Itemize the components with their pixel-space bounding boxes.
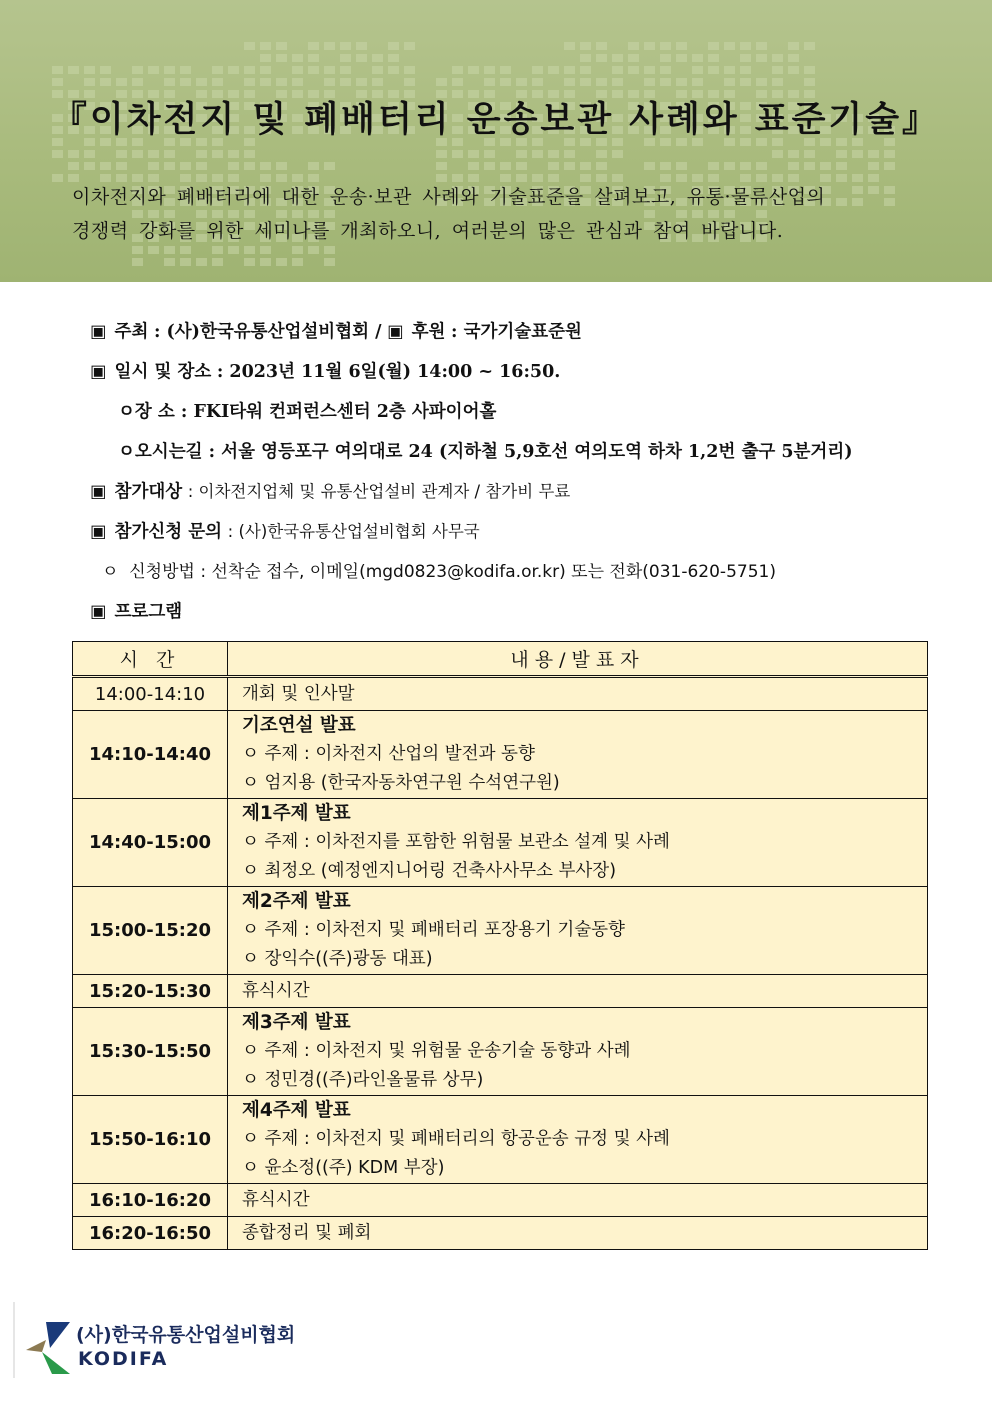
- circle-bullet-icon: ㅇ: [102, 562, 119, 582]
- program-table-body: [73, 677, 928, 1250]
- sponsor-label: 후원: [411, 322, 446, 342]
- intro-line-1: 이차전지와 폐배터리에 대한 운송·보관 사례와 기술표준을 살펴보고, 유통·물류산업의: [72, 186, 826, 208]
- target-row: [90, 472, 950, 512]
- session-title: 기조연설 발표: [242, 715, 356, 736]
- session-speaker-text: 최정오 (예정엔지니어링 건축사사무소 부사장): [264, 861, 617, 881]
- sponsor-value: : 국가기술표준원: [451, 322, 582, 342]
- session-topic-text: 주제 : 이차전지 및 위험물 운송기술 동향과 사례: [264, 1041, 631, 1061]
- datetime-value: : 2023년 11월 6일(월) 14:00 ~ 16:50.: [216, 362, 561, 382]
- event-info: [90, 312, 950, 632]
- circle-bullet-icon: ㅇ: [242, 744, 259, 764]
- table-row: [73, 1008, 928, 1096]
- time-cell: 14:10-14:40: [73, 711, 228, 799]
- square-bullet-icon: ▣: [90, 602, 107, 622]
- table-row: [73, 975, 928, 1008]
- target-value: : 이차전지업체 및 유통산업설비 관계자 / 참가비 무료: [187, 482, 571, 501]
- session-title: 휴식시간: [242, 1189, 310, 1210]
- session-speaker: [242, 1066, 927, 1095]
- session-speaker: [242, 769, 927, 798]
- session-topic: [242, 828, 927, 857]
- circle-bullet-icon: ㅇ: [242, 1129, 259, 1149]
- directions-label: 오시는길: [134, 442, 203, 462]
- kodifa-logo: [12, 1300, 312, 1380]
- circle-bullet-icon: ㅇ: [242, 1158, 259, 1178]
- inquiry-row: [90, 512, 950, 552]
- session-topic: [242, 916, 927, 945]
- table-row: [73, 1096, 928, 1184]
- circle-bullet-icon: ㅇ: [242, 832, 259, 852]
- content-cell: [228, 677, 928, 711]
- time-cell: 16:10-16:20: [73, 1184, 228, 1217]
- datetime-label: 일시 및 장소: [114, 362, 212, 382]
- content-cell: [228, 1008, 928, 1096]
- time-cell: 16:20-16:50: [73, 1217, 228, 1250]
- square-bullet-icon: ▣: [387, 322, 404, 342]
- circle-bullet-icon: ㅇ: [242, 773, 259, 793]
- session-speaker: [242, 945, 927, 974]
- content-cell: [228, 975, 928, 1008]
- page-title: 『이차전지 및 폐배터리 운송보관 사례와 표준기술』: [51, 100, 941, 140]
- time-cell: 14:00-14:10: [73, 677, 228, 711]
- time-cell: 15:50-16:10: [73, 1096, 228, 1184]
- time-cell: 15:20-15:30: [73, 975, 228, 1008]
- intro-line-2: 경쟁력 강화를 위한 세미나를 개최하오니, 여러분의 많은 관심과 참여 바랍니다.: [72, 220, 784, 242]
- circle-bullet-icon: ㅇ: [242, 861, 259, 881]
- program-heading: [90, 592, 950, 632]
- time-cell: 15:00-15:20: [73, 887, 228, 975]
- content-cell: [228, 711, 928, 799]
- directions-row: [90, 432, 950, 472]
- table-row: [73, 1217, 928, 1250]
- header-time: 시 간: [73, 642, 228, 677]
- session-title: 휴식시간: [242, 980, 310, 1001]
- logo-english-name: KODIFA: [78, 1348, 169, 1370]
- session-title: 제4주제 발표: [242, 1100, 351, 1121]
- square-bullet-icon: ▣: [90, 482, 107, 502]
- datetime-row: [90, 352, 950, 392]
- intro-text: [72, 180, 932, 248]
- kodifa-logo-icon: [12, 1300, 76, 1380]
- session-title: 제2주제 발표: [242, 891, 351, 912]
- session-topic-text: 주제 : 이차전지 산업의 발전과 동향: [264, 744, 535, 764]
- header-content: 내용/발표자: [228, 642, 928, 677]
- inquiry-label: 참가신청 문의: [114, 522, 223, 542]
- apply-label: 신청방법: [129, 562, 195, 582]
- session-title: 제3주제 발표: [242, 1012, 351, 1033]
- host-row: [90, 312, 950, 352]
- session-topic-text: 주제 : 이차전지 및 폐배터리의 항공운송 규정 및 사례: [264, 1129, 670, 1149]
- inquiry-value: : (사)한국유통산업설비협회 사무국: [227, 522, 480, 541]
- apply-row: [90, 552, 950, 592]
- session-speaker: [242, 1154, 927, 1183]
- session-speaker-text: 엄지용 (한국자동차연구원 수석연구원): [264, 773, 560, 793]
- square-bullet-icon: ▣: [90, 522, 107, 542]
- host-value: : (사)한국유통산업설비협회 /: [153, 322, 382, 342]
- table-header-row: [73, 642, 928, 677]
- session-speaker: [242, 857, 927, 886]
- content-cell: [228, 1184, 928, 1217]
- logo-korean-name: (사)한국유통산업설비협회: [76, 1324, 296, 1346]
- session-topic-text: 주제 : 이차전지 및 폐배터리 포장용기 기술동향: [264, 920, 625, 940]
- session-topic: [242, 1037, 927, 1066]
- venue-row: [90, 392, 950, 432]
- circle-bullet-icon: ㅇ: [118, 402, 135, 422]
- program-label: 프로그램: [114, 602, 183, 622]
- session-topic: [242, 1125, 927, 1154]
- session-speaker-text: 정민경((주)라인올물류 상무): [264, 1070, 484, 1090]
- program-table: [72, 641, 928, 1250]
- session-speaker-text: 윤소정((주) KDM 부장): [264, 1158, 445, 1178]
- venue-value: : FKI타워 컨퍼런스센터 2층 사파이어홀: [180, 402, 497, 422]
- table-row: [73, 1184, 928, 1217]
- circle-bullet-icon: ㅇ: [242, 1070, 259, 1090]
- circle-bullet-icon: ㅇ: [242, 949, 259, 969]
- time-cell: 14:40-15:00: [73, 799, 228, 887]
- session-topic: [242, 740, 927, 769]
- venue-label: 장 소: [134, 402, 175, 422]
- table-row: [73, 887, 928, 975]
- circle-bullet-icon: ㅇ: [118, 442, 135, 462]
- content-cell: [228, 887, 928, 975]
- circle-bullet-icon: ㅇ: [242, 1041, 259, 1061]
- table-row: [73, 711, 928, 799]
- directions-value: : 서울 영등포구 여의대로 24 (지하철 5,9호선 여의도역 하차 1,2번 출구 5분거리): [208, 442, 853, 462]
- session-speaker-text: 장익수((주)광동 대표): [264, 949, 433, 969]
- square-bullet-icon: ▣: [90, 322, 107, 342]
- apply-value: : 선착순 접수, 이메일(mgd0823@kodifa.or.kr) 또는 전화(031-620-5751): [200, 562, 776, 582]
- session-title: 개회 및 인사말: [242, 683, 355, 704]
- header-banner: [0, 0, 992, 282]
- target-label: 참가대상: [114, 482, 183, 502]
- time-cell: 15:30-15:50: [73, 1008, 228, 1096]
- table-row: [73, 799, 928, 887]
- session-title: 제1주제 발표: [242, 803, 351, 824]
- session-title: 종합정리 및 폐회: [242, 1222, 372, 1243]
- content-cell: [228, 1217, 928, 1250]
- host-label: 주최: [114, 322, 149, 342]
- content-cell: [228, 799, 928, 887]
- content-cell: [228, 1096, 928, 1184]
- table-row: [73, 677, 928, 711]
- circle-bullet-icon: ㅇ: [242, 920, 259, 940]
- square-bullet-icon: ▣: [90, 362, 107, 382]
- session-topic-text: 주제 : 이차전지를 포함한 위험물 보관소 설계 및 사례: [264, 832, 670, 852]
